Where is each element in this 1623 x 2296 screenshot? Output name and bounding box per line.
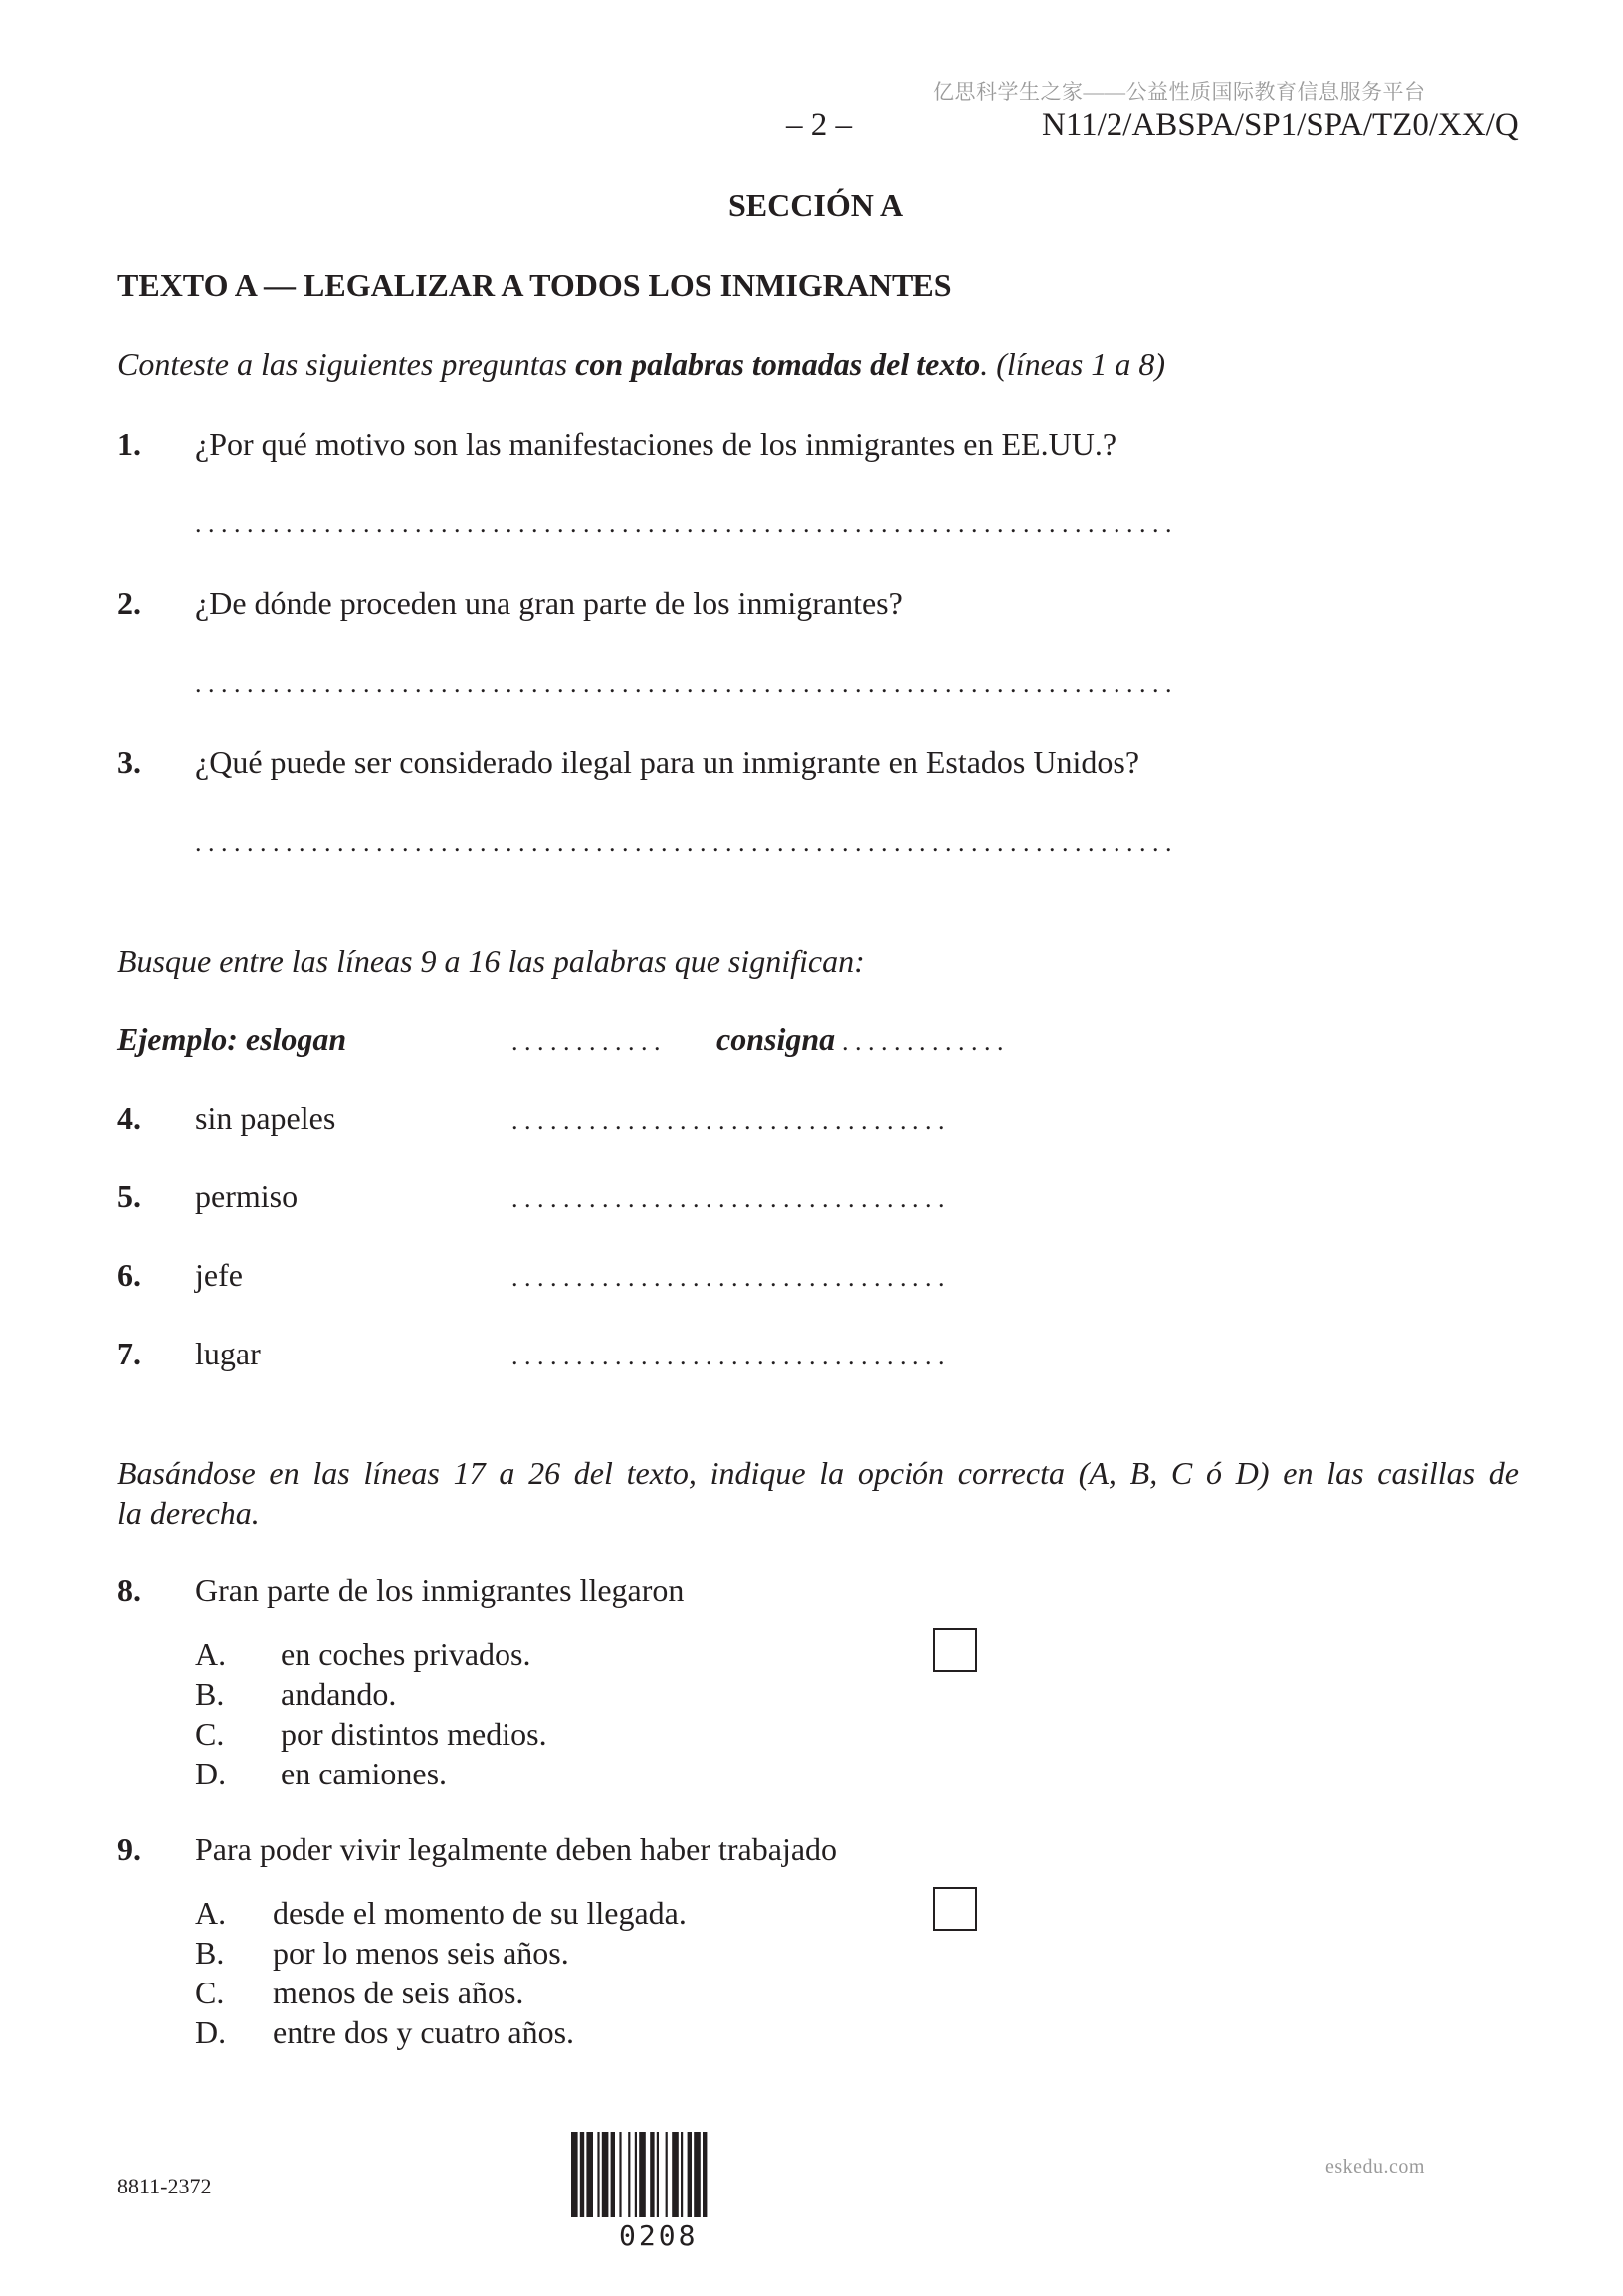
- barcode-bar: [619, 2132, 621, 2217]
- text-title: TEXTO A — LEGALIZAR A TODOS LOS INMIGRANTES: [117, 267, 952, 303]
- instruction-1-bold: con palabras tomadas del texto: [575, 346, 981, 382]
- page-number: – 2 –: [786, 107, 852, 143]
- vocab-word: sin papeles: [195, 1100, 336, 1136]
- footer-code: 8811-2372: [117, 2174, 212, 2198]
- example-dots-right: . . . . . . . . . . . . .: [842, 1027, 1004, 1056]
- footer-site: eskedu.com: [1325, 2156, 1425, 2178]
- instruction-1: [117, 346, 1165, 383]
- example-label: Ejemplo: eslogan: [117, 1021, 347, 1057]
- question-text: ¿Por qué motivo son las manifestaciones de los inmigrantes en EE.UU.?: [195, 426, 1117, 462]
- question-text: ¿De dónde proceden una gran parte de los inmigrantes?: [195, 585, 903, 621]
- instruction-1-part1: Conteste a las siguientes preguntas: [117, 346, 576, 382]
- instruction-3-line2: la derecha.: [117, 1495, 260, 1531]
- answer-box[interactable]: [933, 1628, 977, 1672]
- barcode-bar: [703, 2132, 707, 2217]
- barcode-bar: [681, 2132, 683, 2217]
- vocab-answer-line[interactable]: . . . . . . . . . . . . . . . . . . . . . . . . . . . . . . . . . .: [511, 1184, 945, 1213]
- question-number: 7.: [117, 1336, 141, 1371]
- question-number: 9.: [117, 1831, 141, 1867]
- option-letter: B.: [195, 1676, 225, 1712]
- option-letter: D.: [195, 1756, 227, 1791]
- vocab-word: lugar: [195, 1336, 261, 1371]
- option-text: por distintos medios.: [281, 1716, 547, 1752]
- barcode-number: 0208: [619, 2219, 699, 2252]
- barcode-bar: [639, 2132, 646, 2217]
- vocab-answer-line[interactable]: . . . . . . . . . . . . . . . . . . . . . . . . . . . . . . . . . .: [511, 1263, 945, 1292]
- example-answer: consigna: [716, 1021, 836, 1057]
- vocab-answer-line[interactable]: . . . . . . . . . . . . . . . . . . . . . . . . . . . . . . . . . .: [511, 1342, 945, 1370]
- barcode-bar: [602, 2132, 609, 2217]
- question-number: 8.: [117, 1572, 141, 1608]
- answer-line[interactable]: . . . . . . . . . . . . . . . . . . . . . . . . . . . . . . . . . . . . . . . . . . . . . . . . . . . . . . . . . . . . . . . . . . . . . . . . . . . .: [195, 828, 1172, 857]
- question-number: 1.: [117, 426, 141, 462]
- question-text: ¿Qué puede ser considerado ilegal para un inmigrante en Estados Unidos?: [195, 744, 1140, 780]
- option-text: andando.: [281, 1676, 397, 1712]
- answer-line[interactable]: . . . . . . . . . . . . . . . . . . . . . . . . . . . . . . . . . . . . . . . . . . . . . . . . . . . . . . . . . . . . . . . . . . . . . . . . . . . .: [195, 510, 1172, 538]
- section-title: SECCIÓN A: [728, 187, 904, 223]
- barcode-bar: [694, 2132, 701, 2217]
- vocab-word: jefe: [195, 1257, 243, 1293]
- answer-line[interactable]: . . . . . . . . . . . . . . . . . . . . . . . . . . . . . . . . . . . . . . . . . . . . . . . . . . . . . . . . . . . . . . . . . . . . . . . . . . . .: [195, 669, 1172, 698]
- barcode-bar: [571, 2132, 578, 2217]
- barcode-bar: [666, 2132, 668, 2217]
- example-dots-left: . . . . . . . . . . . .: [511, 1027, 661, 1056]
- option-text: entre dos y cuatro años.: [273, 2014, 575, 2050]
- watermark-text: 亿思科学生之家——公益性质国际教育信息服务平台: [933, 80, 1426, 104]
- question-number: 4.: [117, 1100, 141, 1136]
- exam-code: N11/2/ABSPA/SP1/SPA/TZ0/XX/Q: [1042, 107, 1519, 143]
- barcode-bar: [580, 2132, 584, 2217]
- barcode-bar: [657, 2132, 659, 2217]
- option-letter: A.: [195, 1895, 227, 1931]
- option-letter: C.: [195, 1975, 225, 2010]
- option-text: en camiones.: [281, 1756, 448, 1791]
- question-number: 5.: [117, 1178, 141, 1214]
- barcode-graphic: [571, 2132, 752, 2217]
- vocab-word: permiso: [195, 1178, 299, 1214]
- barcode: [571, 2132, 752, 2222]
- question-number: 6.: [117, 1257, 141, 1293]
- option-letter: D.: [195, 2014, 227, 2050]
- question-stem: Gran parte de los inmigrantes llegaron: [195, 1572, 685, 1608]
- option-letter: C.: [195, 1716, 225, 1752]
- option-text: desde el momento de su llegada.: [273, 1895, 687, 1931]
- barcode-bar: [688, 2132, 692, 2217]
- barcode-bar: [650, 2132, 654, 2217]
- barcode-bar: [586, 2132, 593, 2217]
- option-text: menos de seis años.: [273, 1975, 524, 2010]
- instruction-1-part2: . (líneas 1 a 8): [980, 346, 1165, 382]
- option-text: en coches privados.: [281, 1636, 531, 1672]
- question-number: 2.: [117, 585, 141, 621]
- barcode-bar: [597, 2132, 599, 2217]
- barcode-bar: [672, 2132, 679, 2217]
- question-number: 3.: [117, 744, 141, 780]
- option-text: por lo menos seis años.: [273, 1935, 569, 1971]
- barcode-bar: [628, 2132, 630, 2217]
- option-letter: A.: [195, 1636, 227, 1672]
- instruction-2: Busque entre las líneas 9 a 16 las palabras que significan:: [117, 943, 865, 979]
- vocab-answer-line[interactable]: . . . . . . . . . . . . . . . . . . . . . . . . . . . . . . . . . .: [511, 1106, 945, 1135]
- barcode-bar: [635, 2132, 637, 2217]
- question-stem: Para poder vivir legalmente deben haber trabajado: [195, 1831, 838, 1867]
- option-letter: B.: [195, 1935, 225, 1971]
- answer-box[interactable]: [933, 1887, 977, 1931]
- instruction-3-line1: Basándose en las líneas 17 a 26 del texto, indique la opción correcta (A, B, C ó D) en las casillas de: [117, 1455, 1519, 1491]
- barcode-bar: [611, 2132, 615, 2217]
